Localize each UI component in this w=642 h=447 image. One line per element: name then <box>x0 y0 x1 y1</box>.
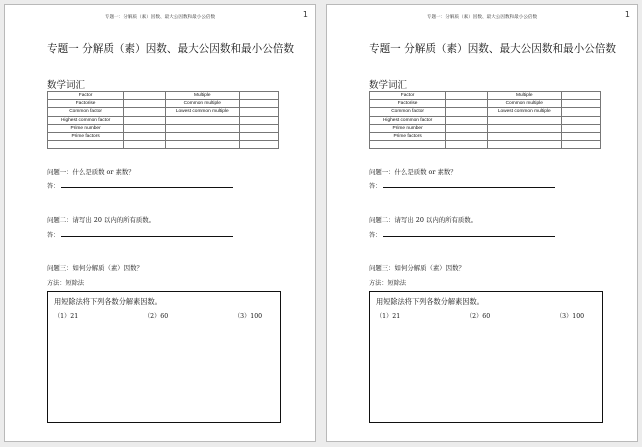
vocab-cell <box>487 132 561 140</box>
vocab-cell: Prime factors <box>48 132 124 140</box>
vocab-cell: Multiple <box>165 92 239 100</box>
question-3: 问题三：如何分解质（素）因数？ <box>47 264 143 272</box>
vocab-row <box>48 100 279 108</box>
vocab-cell <box>446 92 488 100</box>
vocab-row <box>48 108 279 116</box>
vocab-cell <box>561 116 600 124</box>
vocab-cell <box>487 116 561 124</box>
question-3: 问题三：如何分解质（素）因数？ <box>369 264 465 272</box>
answer-line-2 <box>369 230 555 239</box>
page-header: 专题一：分解质（素）因数、最大公因数和最小公倍数 <box>426 15 538 20</box>
vocab-cell: Factorise <box>48 100 124 108</box>
vocab-cell: Multiple <box>487 92 561 100</box>
vocab-cell <box>239 108 278 116</box>
vocab-cell <box>561 141 600 149</box>
vocab-heading: 数学词汇 <box>47 80 86 91</box>
vocab-cell: Highest common factor <box>48 116 124 124</box>
vocab-cell <box>446 141 488 149</box>
vocab-cell <box>48 141 124 149</box>
vocab-cell <box>487 141 561 149</box>
method-label: 方法：短除法 <box>369 280 407 287</box>
vocab-row <box>48 124 279 132</box>
exercise-item-3: （3）100 <box>234 313 263 320</box>
vocab-cell <box>446 108 488 116</box>
vocab-cell <box>239 141 278 149</box>
vocab-cell <box>561 124 600 132</box>
answer-blank <box>61 182 233 188</box>
vocab-cell <box>165 116 239 124</box>
vocab-row <box>48 92 279 100</box>
document-page-2 <box>326 4 638 442</box>
vocab-cell <box>124 108 166 116</box>
vocab-row <box>370 132 601 140</box>
vocab-row <box>370 141 601 149</box>
vocab-cell <box>124 92 166 100</box>
answer-label: 答： <box>369 183 382 190</box>
vocab-row <box>48 141 279 149</box>
vocab-cell <box>165 132 239 140</box>
vocab-cell <box>446 124 488 132</box>
answer-label: 答： <box>47 183 60 190</box>
page-number: 1 <box>302 10 308 19</box>
vocab-cell <box>446 100 488 108</box>
vocab-cell <box>124 116 166 124</box>
answer-blank <box>61 231 233 237</box>
vocab-cell <box>239 116 278 124</box>
vocab-row <box>48 132 279 140</box>
vocab-cell <box>446 132 488 140</box>
exercise-item-3: （3）100 <box>556 313 585 320</box>
vocab-cell: Highest common factor <box>370 116 446 124</box>
vocab-row <box>370 100 601 108</box>
exercise-title: 用短除法将下列各数分解素因数。 <box>54 297 162 306</box>
answer-label: 答： <box>47 232 60 239</box>
vocab-cell: Lowest common multiple <box>487 108 561 116</box>
vocab-cell <box>561 108 600 116</box>
page-header: 专题一：分解质（素）因数、最大公因数和最小公倍数 <box>104 15 216 20</box>
document-title: 专题一 分解质（素）因数、最大公因数和最小公倍数 <box>47 43 295 55</box>
question-2: 问题二：请写出 20 以内的所有质数。 <box>47 216 156 224</box>
vocab-cell <box>124 100 166 108</box>
document-page-1 <box>4 4 316 442</box>
vocab-cell <box>561 132 600 140</box>
vocab-cell: Lowest common multiple <box>165 108 239 116</box>
vocab-cell <box>561 92 600 100</box>
vocab-table <box>369 91 601 149</box>
vocab-cell: Common multiple <box>165 100 239 108</box>
vocab-cell: Common factor <box>48 108 124 116</box>
vocab-cell <box>124 132 166 140</box>
vocab-row <box>370 116 601 124</box>
vocab-cell <box>561 100 600 108</box>
method-label: 方法：短除法 <box>47 280 85 287</box>
exercise-box <box>47 291 281 423</box>
question-1: 问题一：什么是质数 or 素数？ <box>47 168 135 176</box>
answer-line-1 <box>47 181 233 190</box>
vocab-cell: Factor <box>370 92 446 100</box>
vocab-heading: 数学词汇 <box>369 80 408 91</box>
vocab-cell <box>165 124 239 132</box>
vocab-cell <box>239 92 278 100</box>
vocab-cell: Common multiple <box>487 100 561 108</box>
vocab-row <box>370 108 601 116</box>
vocab-cell: Factorise <box>370 100 446 108</box>
exercise-box <box>369 291 603 423</box>
vocab-cell <box>239 124 278 132</box>
vocab-cell: Prime number <box>48 124 124 132</box>
vocab-row <box>370 124 601 132</box>
vocab-cell <box>370 141 446 149</box>
vocab-table <box>47 91 279 149</box>
exercise-item-1: （1）21 <box>54 313 79 320</box>
page-number: 1 <box>624 10 630 19</box>
vocab-row <box>370 92 601 100</box>
vocab-cell <box>239 100 278 108</box>
vocab-cell: Prime number <box>370 124 446 132</box>
vocab-cell <box>239 132 278 140</box>
answer-blank <box>383 231 555 237</box>
question-2: 问题二：请写出 20 以内的所有质数。 <box>369 216 478 224</box>
document-title: 专题一 分解质（素）因数、最大公因数和最小公倍数 <box>369 43 617 55</box>
vocab-cell: Common factor <box>370 108 446 116</box>
answer-blank <box>383 182 555 188</box>
vocab-cell <box>446 116 488 124</box>
exercise-item-2: （2）60 <box>466 313 491 320</box>
answer-line-1 <box>369 181 555 190</box>
vocab-cell: Factor <box>48 92 124 100</box>
question-1: 问题一：什么是质数 or 素数？ <box>369 168 457 176</box>
vocab-cell <box>165 141 239 149</box>
vocab-cell: Prime factors <box>370 132 446 140</box>
exercise-item-1: （1）21 <box>376 313 401 320</box>
answer-label: 答： <box>369 232 382 239</box>
exercise-item-2: （2）60 <box>144 313 169 320</box>
vocab-row <box>48 116 279 124</box>
answer-line-2 <box>47 230 233 239</box>
vocab-cell <box>124 141 166 149</box>
vocab-cell <box>124 124 166 132</box>
exercise-title: 用短除法将下列各数分解素因数。 <box>376 297 484 306</box>
vocab-cell <box>487 124 561 132</box>
